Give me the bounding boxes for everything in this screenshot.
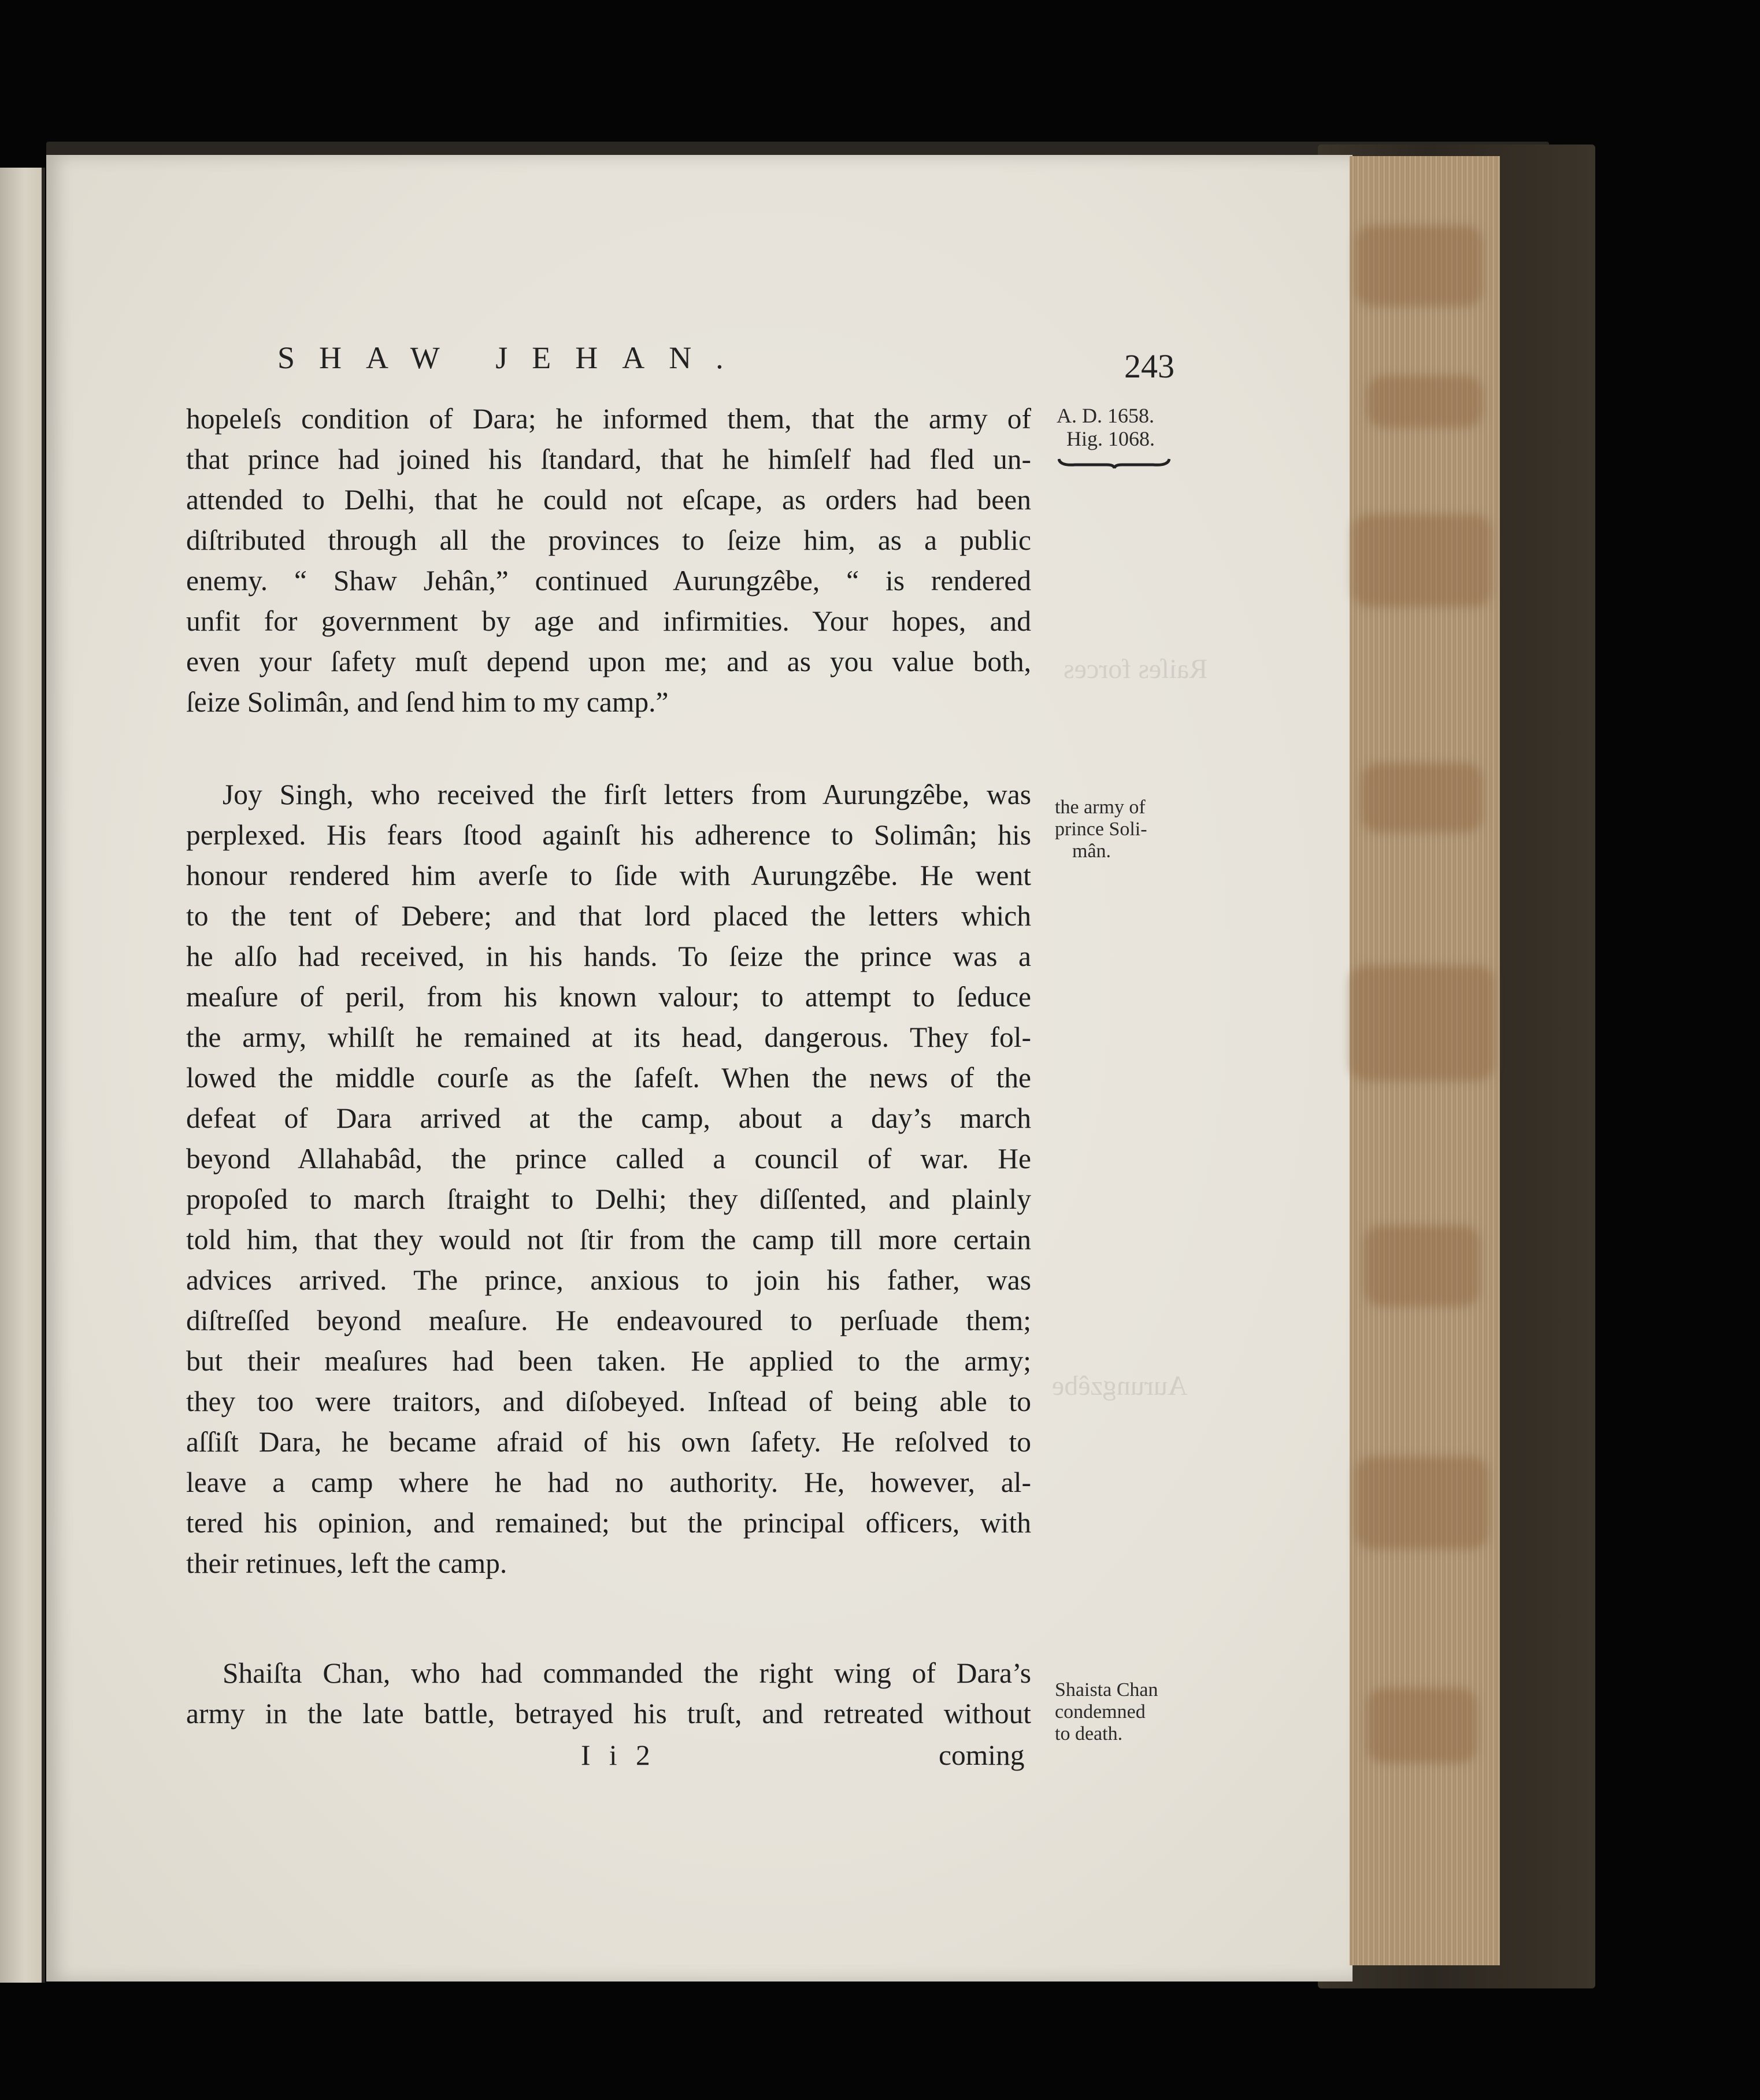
text-line: attended to Delhi, that he could not eſcape, as orders had been [186,484,1031,516]
text-line: diſtributed through all the provinces to ſeize him, as a public [186,524,1031,556]
text-line: that prince had joined his ſtandard, that he himſelf had fled un- [186,443,1031,475]
text-line: perplexed. His fears ſtood againſt his adherence to Solimân; his [186,819,1031,851]
margin-note-line: mân. [1072,840,1111,862]
text-line: leave a camp where he had no authority. He, however, al- [186,1466,1031,1498]
margin-brace [1058,457,1170,469]
text-line: their retinues, left the camp. [186,1547,507,1579]
signature-mark: I i 2 [581,1739,656,1771]
text-line: Shaiſta Chan, who had commanded the right wing of Dara’s [223,1657,1031,1689]
text-line: aſſiſt Dara, he became afraid of his own ſafety. He reſolved to [186,1426,1031,1458]
margin-note-line: condemned [1055,1701,1146,1723]
text-line: he alſo had received, in his hands. To ſeize the prince was a [186,940,1031,972]
margin-date-hig: Hig. 1068. [1066,427,1155,450]
margin-note-line: the army of [1055,797,1146,818]
text-line: even your ſafety muſt depend upon me; and as you value both, [186,646,1031,677]
text-line: diſtreſſed beyond meaſure. He endeavoured to perſuade them; [186,1305,1031,1336]
page-fore-edge [1350,156,1500,1965]
text-line: unfit for government by age and infirmities. Your hopes, and [186,605,1031,637]
text-line: tered his opinion, and remained; but the principal officers, with [186,1507,1031,1539]
show-through-text: Aurungzêbe [1052,1371,1188,1401]
text-line: ſeize Solimân, and ſend him to my camp.” [186,686,669,718]
margin-note-line: to death. [1055,1723,1123,1745]
text-line: enemy. “ Shaw Jehân,” continued Aurungzêbe, “ is rendered [186,565,1031,597]
text-line: they too were traitors, and diſobeyed. Inſtead of being able to [186,1386,1031,1417]
text-line: army in the late battle, betrayed his truſt, and retreated without [186,1698,1031,1729]
text-line: told him, that they would not ſtir from the camp till more certain [186,1224,1031,1255]
catchword: coming [939,1739,1025,1771]
text-line: advices arrived. The prince, anxious to join his father, was [186,1264,1031,1296]
text-line: honour rendered him averſe to ſide with Aurungzêbe. He went [186,860,1031,891]
text-line: propoſed to march ſtraight to Delhi; they diſſented, and plainly [186,1183,1031,1215]
text-line: but their meaſures had been taken. He applied to the army; [186,1345,1031,1377]
margin-date-ad: A. D. 1658. [1057,404,1154,427]
page-number: 243 [1124,347,1174,385]
text-line: Joy Singh, who received the firſt letters from Aurungzêbe, was [223,779,1031,810]
margin-note-line: Shaista Chan [1055,1679,1158,1701]
text-line: beyond Allahabâd, the prince called a council of war. He [186,1143,1031,1175]
text-line: defeat of Dara arrived at the camp, about a day’s march [186,1102,1031,1134]
text-line: to the tent of Debere; and that lord placed the letters which [186,900,1031,932]
running-head: SHAW JEHAN. [277,340,748,375]
show-through-text: Raiſes forces [1064,654,1208,684]
text-line: meaſure of peril, from his known valour; to attempt to ſeduce [186,981,1031,1013]
text-line: lowed the middle courſe as the ſafeſt. When the news of the [186,1062,1031,1094]
text-line: hopeleſs condition of Dara; he informed them, that the army of [186,403,1031,435]
facing-page-edge [0,168,45,1983]
margin-note-line: prince Soli- [1055,818,1147,840]
text-line: the army, whilſt he remained at its head, dangerous. They fol- [186,1021,1031,1053]
